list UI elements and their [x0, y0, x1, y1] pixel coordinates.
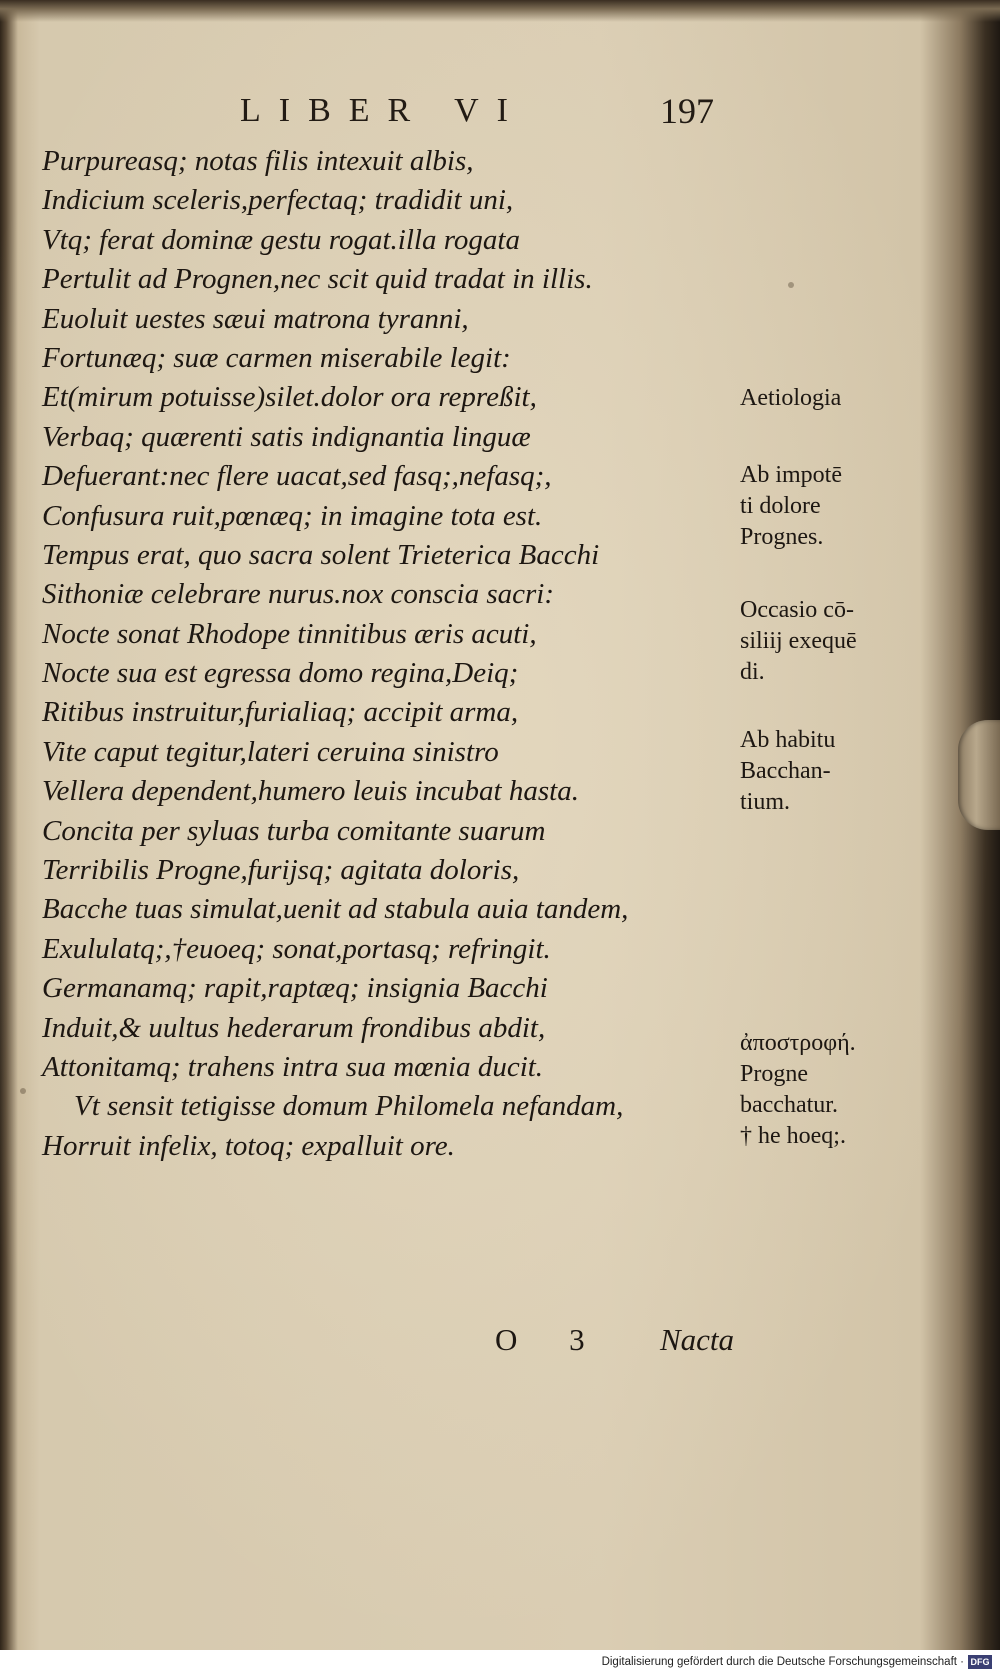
verse-line: Concita per syluas turba comitante suarum: [42, 814, 546, 847]
page-top-shadow: [0, 0, 1000, 22]
verse-line: Bacche tuas simulat,uenit ad stabula auia tandem,: [42, 893, 629, 926]
verse-line: Attonitamq; trahens intra sua mœnia ducit.: [42, 1050, 544, 1083]
note-line: Progne: [740, 1061, 808, 1087]
paper-speck: [20, 1088, 26, 1094]
book-clasp: [958, 720, 1000, 830]
note-line: † he hoeq;.: [740, 1123, 846, 1149]
verse-line: Induit,& uultus hederarum frondibus abdit,: [42, 1011, 546, 1044]
note-line: di.: [740, 659, 765, 685]
verse-line: Et(mirum potuisse)silet.dolor ora repreßit,: [42, 381, 537, 414]
verse-line: Nocte sonat Rhodope tinnitibus æris acuti,: [42, 617, 537, 650]
marginal-note-ab-impote: [740, 460, 905, 553]
note-line: bacchatur.: [740, 1092, 838, 1118]
marginal-note-apostrophe: [740, 1028, 905, 1152]
note-line: tium.: [740, 789, 791, 815]
note-line: Occasio cō-: [740, 597, 854, 623]
catchline: [495, 1322, 755, 1366]
note-line: Prognes.: [740, 524, 824, 550]
verse-line: Vite caput tegitur,lateri ceruina sinistro: [42, 735, 499, 768]
paper-speck: [788, 282, 794, 288]
catchword: Nacta: [660, 1322, 735, 1357]
verse-line: Terribilis Progne,furijsq; agitata doloris,: [42, 854, 520, 887]
note-line: Bacchan-: [740, 758, 831, 784]
verse-line: Vtq; ferat dominæ gestu rogat.illa rogata: [42, 223, 520, 256]
dfg-logo-icon: DFG: [968, 1655, 992, 1669]
verse-line: Vellera dependent,humero leuis incubat hasta.: [42, 775, 579, 808]
footer-bar: [0, 1650, 1000, 1677]
running-title: LIBER VI: [240, 92, 526, 129]
note-line: siliij exequē: [740, 628, 857, 654]
page-number: 197: [660, 91, 714, 131]
verse-line: Germanamq; rapit,raptæq; insignia Bacchi: [42, 972, 548, 1005]
verse-line: Indicium sceleris,perfectaq; tradidit uni,: [42, 184, 514, 217]
verse-text: [42, 142, 722, 1166]
verse-line: Confusura ruit,pœnæq; in imagine tota est.: [42, 499, 543, 532]
verse-line: Defuerant:nec flere uacat,sed fasq;,nefasq;,: [42, 460, 552, 493]
note-line: Ab impotē: [740, 462, 842, 488]
verse-line: Vt sensit tetigisse domum Philomela nefandam,: [74, 1090, 624, 1123]
verse-line: Sithoniæ celebrare nurus.nox conscia sacri:: [42, 578, 554, 611]
note-line: ti dolore: [740, 493, 821, 519]
verse-line: Verbaq; quærenti satis indignantia linguæ: [42, 420, 531, 453]
verse-line: Purpureasq; notas filis intexuit albis,: [42, 145, 474, 177]
page-header: [180, 92, 720, 142]
verse-line: Tempus erat, quo sacra solent Trieterica Bacchi: [42, 538, 600, 571]
verse-line: Euoluit uestes sæui matrona tyranni,: [42, 302, 469, 335]
verse-line: Exululatq;,†euoeq; sonat,portasq; refringit.: [42, 932, 551, 965]
note-line: Aetiologia: [740, 385, 842, 411]
note-line: Ab habitu: [740, 727, 836, 753]
marginal-note-ab-habitu: [740, 725, 905, 818]
verse-line: Nocte sua est egressa domo regina,Deiq;: [42, 657, 519, 690]
verse-line: Pertulit ad Prognen,nec scit quid tradat in illis.: [42, 263, 593, 296]
marginal-note-occasio: [740, 595, 905, 688]
signature-mark: O 3: [495, 1322, 607, 1357]
verse-line: Horruit infelix, totoq; expalluit ore.: [42, 1129, 455, 1162]
marginal-note-aetiologia: [740, 383, 905, 414]
verse-line: Ritibus instruitur,furialiaq; accipit arma,: [42, 696, 519, 729]
funding-credit: Digitalisierung gefördert durch die Deutsche Forschungsgemeinschaft ·: [601, 1656, 964, 1668]
note-line: ἀποστροφή.: [740, 1030, 856, 1056]
verse-line: Fortunæq; suæ carmen miserabile legit:: [42, 341, 511, 374]
